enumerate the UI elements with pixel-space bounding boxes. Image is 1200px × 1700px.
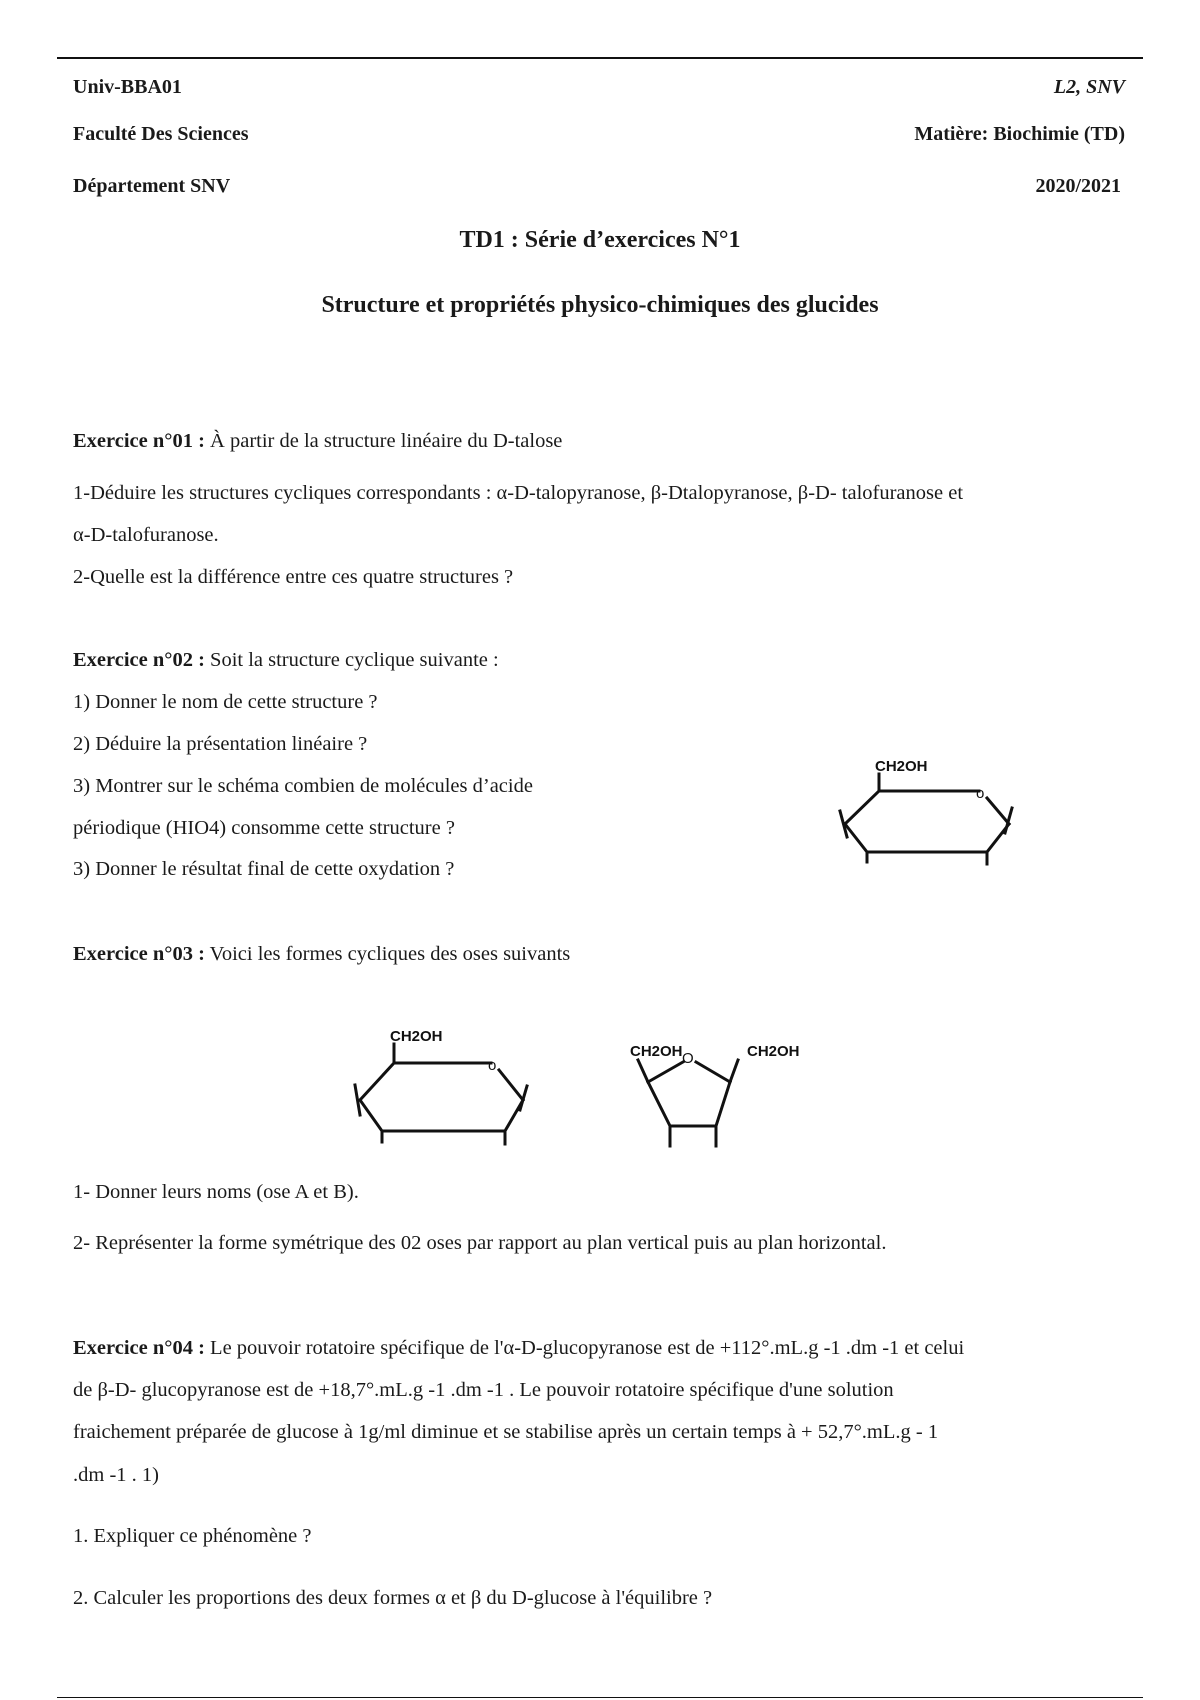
exercise-1-label: Exercice n°01 :: [73, 430, 205, 452]
ring-a-substituent-label: CH2OH: [390, 1028, 443, 1045]
exercise-2-heading: [73, 649, 499, 672]
page-subtitle: Structure et propriétés physico-chimiques des glucides: [321, 292, 879, 318]
exercise-2-label: Exercice n°02 :: [73, 649, 205, 671]
bottom-rule: [57, 1697, 1143, 1698]
ring-oxygen-label: o: [976, 785, 985, 802]
header-year: 2020/2021: [1035, 175, 1121, 197]
exercise-4-heading: [73, 1337, 964, 1360]
exercise-3-ring-a: [355, 1028, 535, 1148]
header-department: Département SNV: [73, 175, 231, 197]
exercise-2-q3-line2: périodique (HIO4) consomme cette structure ?: [73, 817, 455, 839]
exercise-3-q2: 2- Représenter la forme symétrique des 02 oses par rapport au plan vertical puis au plan horizontal.: [73, 1232, 887, 1254]
exercise-4-line1: Le pouvoir rotatoire spécifique de l'α-D-glucopyranose est de +112°.mL.g -1 .dm -1 et celui: [204, 1337, 965, 1359]
header-subject: Matière: Biochimie (TD): [914, 123, 1125, 145]
top-rule: [57, 57, 1143, 59]
exercise-4-line2: de β-D- glucopyranose est de +18,7°.mL.g -1 .dm -1 . Le pouvoir rotatoire spécifique d'une solution: [73, 1379, 894, 1401]
exercise-2-q4: 3) Donner le résultat final de cette oxydation ?: [73, 858, 455, 880]
exercise-2-q2: 2) Déduire la présentation linéaire ?: [73, 733, 368, 755]
page-title: TD1 : Série d’exercices N°1: [459, 227, 741, 253]
exercise-1-q2: 2-Quelle est la différence entre ces quatre structures ?: [73, 566, 514, 588]
exercise-3-heading: [73, 943, 570, 966]
exercise-3-ring-b: [628, 1040, 808, 1160]
exercise-4-line4: .dm -1 . 1): [73, 1464, 159, 1486]
exercise-4-q2: 2. Calculer les proportions des deux formes α et β du D-glucose à l'équilibre ?: [73, 1587, 713, 1609]
header-faculty: Faculté Des Sciences: [73, 123, 249, 145]
exercise-1-intro: À partir de la structure linéaire du D-talose: [204, 430, 563, 452]
exercise-3-q1: 1- Donner leurs noms (ose A et B).: [73, 1181, 359, 1203]
ring-b-left-substituent-label: CH2OH: [630, 1043, 683, 1060]
exercise-3-label: Exercice n°03 :: [73, 943, 205, 965]
header-university: Univ-BBA01: [73, 76, 182, 98]
exercise-4-line3: fraichement préparée de glucose à 1g/ml diminue et se stabilise après un certain temps à + 52,7°.mL.g - 1: [73, 1421, 939, 1443]
ring-b-right-substituent-label: CH2OH: [747, 1043, 800, 1060]
exercise-2-q1: 1) Donner le nom de cette structure ?: [73, 691, 378, 713]
exercise-2-pyranose-ring: [840, 758, 1020, 868]
header-level: L2, SNV: [1053, 76, 1125, 98]
exercise-1-q1-line2: α-D-talofuranose.: [73, 524, 219, 546]
exercise-4-label: Exercice n°04 :: [73, 1337, 205, 1359]
exercise-1-q1-line1: 1-Déduire les structures cycliques correspondants : α-D-talopyranose, β-Dtalopyranose, β-D- talofuranose et: [73, 482, 964, 504]
ring-b-oxygen-label: O: [682, 1050, 694, 1067]
exercise-3-intro: Voici les formes cycliques des oses suivants: [204, 943, 571, 965]
exercise-2-intro: Soit la structure cyclique suivante :: [204, 649, 499, 671]
exercise-1-heading: [73, 430, 562, 453]
exercise-4-q1: 1. Expliquer ce phénomène ?: [73, 1525, 312, 1547]
ring-a-oxygen-label: o: [488, 1057, 497, 1074]
ring-substituent-label: CH2OH: [875, 758, 928, 775]
exercise-2-q3-line1: 3) Montrer sur le schéma combien de molécules d’acide: [73, 775, 533, 797]
